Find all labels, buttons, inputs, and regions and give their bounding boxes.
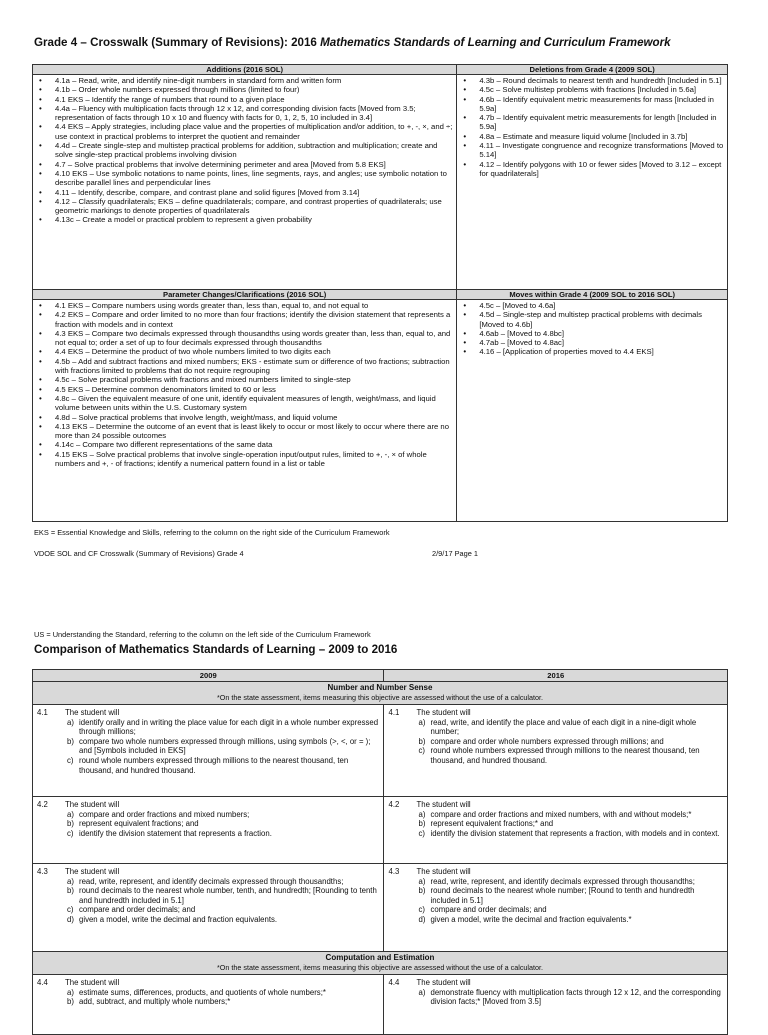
list-item: • 4.13 EKS – Determine the outcome of an event that is least likely to occur or most likely to occur where there are no more than 24 possible outcomes: [35, 422, 454, 441]
item-letter: d): [67, 914, 74, 924]
objective-number: 4.3: [388, 867, 400, 876]
parameters-cell: [33, 300, 457, 522]
objective-item: [416, 829, 723, 839]
objective-block: [384, 975, 727, 1011]
objective-number: 4.1: [388, 708, 400, 717]
col-header-2016: 2016: [384, 670, 728, 682]
list-item: • 4.12 – Identify polygons with 10 or fewer sides [Moved to 3.12 – except for quadrilaterals]: [459, 160, 725, 179]
bullet-list: [457, 75, 727, 180]
item-text: round decimals to the nearest whole number, tenth, and hundredth; [Rounding to tenth and hundredth included in 5.1]: [79, 886, 377, 905]
objective-list: [65, 877, 379, 925]
objective-item: [65, 997, 379, 1007]
item-letter: a): [67, 809, 74, 819]
item-letter: a): [418, 987, 426, 997]
objective-block: [384, 705, 727, 770]
item-letter: c): [67, 905, 74, 915]
eks-note: EKS = Essential Knowledge and Skills, referring to the column on the right side of the Curriculum Framework: [34, 528, 390, 537]
item-text: given a model, write the decimal and fraction equivalents.: [79, 914, 278, 924]
objective-item: [65, 915, 379, 925]
list-item: • 4.5b – Add and subtract fractions and mixed numbers; EKS - estimate sum or difference of two fractions; subtraction with fractions limited to problems that do not require regrouping: [35, 357, 454, 376]
item-letter: c): [67, 828, 74, 838]
objective-2009-4-3: [33, 864, 384, 952]
bullet-list: [33, 75, 456, 227]
item-text: round whole numbers expressed through millions to the nearest thousand, ten thousand, and hundred thousand.: [79, 755, 349, 775]
objective-block: [33, 975, 383, 1011]
item-text: identify orally and in writing the place value for each digit in a whole number expressed through millions;: [79, 717, 379, 737]
objective-list: [416, 877, 723, 925]
objective-block: [384, 797, 727, 842]
item-text: compare and order decimals; and: [79, 905, 196, 915]
item-letter: d): [418, 914, 426, 924]
objective-item: [65, 810, 379, 820]
item-letter: a): [418, 876, 426, 886]
item-text: represent equivalent fractions; and: [79, 819, 199, 829]
objective-item: [65, 829, 379, 839]
list-item: • 4.12 – Classify quadrilaterals; EKS – define quadrilaterals; compare, and contrast properties of quadrilaterals; use geometric markings to denote properties of quadrilaterals: [35, 197, 454, 216]
strand-note: *On the state assessment, items measuring this objective are assessed without the use of a calculator.: [217, 963, 543, 972]
item-text: estimate sums, differences, products, and quotients of whole numbers;*: [79, 987, 326, 997]
item-text: identify the division statement that represents a fraction, with models and in context.: [430, 828, 720, 838]
objective-2016-4-3: [384, 864, 728, 952]
item-letter: a): [67, 876, 74, 886]
objective-item: [416, 810, 723, 820]
comparison-title: Comparison of Mathematics Standards of Learning – 2009 to 2016: [34, 643, 398, 656]
list-item: • 4.1b – Order whole numbers expressed through millions (limited to four): [35, 85, 454, 94]
objective-block: [33, 705, 383, 779]
list-item: • 4.14c – Compare two different representations of the same data: [35, 440, 454, 449]
item-text: identify the division statement that represents a fraction.: [79, 828, 272, 838]
item-text: compare and order fractions and mixed numbers, with and without models;*: [430, 809, 692, 819]
list-item: • 4.8c – Given the equivalent measure of one unit, identify equivalent measures of length, weight/mass, and liquid volume between units within the U.S. Customary system: [35, 394, 454, 413]
item-letter: a): [418, 809, 426, 819]
objective-list: [416, 810, 723, 839]
objective-number: 4.3: [37, 867, 48, 876]
objective-item: [416, 737, 723, 747]
list-item: • 4.11 – Investigate congruence and recognize transformations [Moved to 5.14]: [459, 141, 725, 160]
list-item: • 4.2 EKS – Compare and order limited to no more than four fractions; identify the division statement that represents a fraction with models and in context: [35, 310, 454, 329]
objective-list: [65, 988, 379, 1007]
list-item: • 4.1 EKS – Compare numbers using words greater than, less than, equal to, and not equal to: [35, 301, 454, 310]
parameters-header: Parameter Changes/Clarifications (2016 SOL): [33, 290, 457, 300]
objective-2009-4-4: [33, 975, 384, 1035]
item-text: read, write, represent, and identify decimals expressed through thousandths;: [430, 876, 695, 886]
list-item: • 4.5 EKS – Determine common denominators limited to 60 or less: [35, 385, 454, 394]
objective-list: [416, 718, 723, 766]
objective-item: [65, 737, 379, 756]
item-text: demonstrate fluency with multiplication facts through 12 x 12, and the corresponding division facts;* [Moved from 3.5]: [430, 987, 721, 1007]
list-item: • 4.16 – [Application of properties moved to 4.4 EKS]: [459, 347, 725, 356]
objective-stem: The student will: [416, 978, 471, 987]
item-text: read, write, and identify the place and value of each digit in a nine-digit whole number;: [430, 717, 697, 737]
list-item: • 4.7 – Solve practical problems that involve determining perimeter and area [Moved from 5.8 EKS]: [35, 160, 454, 169]
objective-2016-4-4: [384, 975, 728, 1035]
objective-list: [65, 718, 379, 776]
objective-stem: The student will: [65, 867, 120, 876]
list-item: • 4.5c – [Moved to 4.6a]: [459, 301, 725, 310]
list-item: • 4.5d – Single-step and multistep practical problems with decimals [Moved to 4.6b]: [459, 310, 725, 329]
objective-2016-4-2: [384, 797, 728, 864]
us-note: US = Understanding the Standard, referring to the column on the left side of the Curriculum Framework: [34, 630, 371, 639]
list-item: • 4.3b – Round decimals to nearest tenth and hundredth [Included in 5.1]: [459, 76, 725, 85]
objective-item: [416, 886, 723, 905]
item-text: compare two whole numbers expressed through millions, using symbols (>, <, or = ); and [Symbols included in EKS]: [79, 736, 371, 756]
list-item: • 4.1 EKS – Identify the range of numbers that round to a given place: [35, 95, 454, 104]
objective-stem: The student will: [65, 708, 120, 717]
objective-block: [33, 864, 383, 929]
list-item: • 4.3 EKS – Compare two decimals expressed through thousandths using words greater than, less than, equal to, and not equal to; order a set of up to four decimals expressed through thousandths: [35, 329, 454, 348]
objective-item: [416, 915, 723, 925]
list-item: • 4.11 – Identify, describe, compare, and contrast plane and solid figures [Moved from 3.14]: [35, 188, 454, 197]
objective-item: [416, 877, 723, 887]
footer-left: VDOE SOL and CF Crosswalk (Summary of Revisions) Grade 4: [34, 549, 244, 558]
objective-2016-4-1: [384, 705, 728, 797]
objective-number: 4.4: [388, 978, 400, 987]
objective-stem: The student will: [416, 800, 471, 809]
deletions-header: Deletions from Grade 4 (2009 SOL): [457, 65, 728, 75]
objective-item: [65, 988, 379, 998]
objective-stem: The student will: [416, 708, 471, 717]
objective-2009-4-1: [33, 705, 384, 797]
list-item: • 4.5c – Solve multistep problems with fractions [Included in 5.6a]: [459, 85, 725, 94]
objective-list: [416, 988, 723, 1007]
objective-number: 4.2: [388, 800, 400, 809]
strand-number-sense: [33, 682, 728, 705]
col-header-2009: 2009: [33, 670, 384, 682]
strand-computation: [33, 952, 728, 975]
objective-item: [416, 819, 723, 829]
item-letter: b): [67, 997, 74, 1007]
objective-number: 4.1: [37, 708, 48, 717]
item-letter: b): [418, 736, 426, 746]
objective-item: [65, 718, 379, 737]
moves-cell: [457, 300, 728, 522]
crosswalk-table: [32, 64, 728, 522]
page-title: Grade 4 – Crosswalk (Summary of Revisions): 2016 Mathematics Standards of Learning and Curriculum Framework: [34, 36, 671, 49]
item-letter: c): [418, 828, 425, 838]
objective-item: [65, 819, 379, 829]
item-text: compare and order decimals; and: [430, 905, 547, 915]
objective-number: 4.2: [37, 800, 48, 809]
list-item: • 4.8a – Estimate and measure liquid volume [Included in 3.7b]: [459, 132, 725, 141]
item-text: given a model, write the decimal and fraction equivalents.*: [430, 914, 632, 924]
list-item: • 4.1a – Read, write, and identify nine-digit numbers in standard form and written form: [35, 76, 454, 85]
objective-item: [65, 756, 379, 775]
objective-item: [416, 718, 723, 737]
additions-header: Additions (2016 SOL): [33, 65, 457, 75]
list-item: • 4.7b – Identify equivalent metric measurements for length [Included in 5.9a]: [459, 113, 725, 132]
item-letter: b): [67, 886, 74, 896]
list-item: • 4.4 EKS – Apply strategies, including place value and the properties of multiplication and/or addition, to +, -, ×, and ÷; use context in practical problems to interpret the quotient and remainder: [35, 122, 454, 141]
list-item: • 4.15 EKS – Solve practical problems that involve single-operation input/output rules, limited to +, -, × of whole numbers and +, - of fractions; identify a numerical pattern found in a list or table: [35, 450, 454, 469]
item-letter: a): [67, 717, 74, 727]
objective-block: [33, 797, 383, 842]
item-text: add, subtract, and multiply whole numbers;*: [79, 997, 231, 1007]
item-letter: b): [67, 736, 74, 746]
item-letter: c): [418, 905, 425, 915]
item-letter: b): [418, 886, 426, 896]
list-item: • 4.7ab – [Moved to 4.8ac]: [459, 338, 725, 347]
list-item: • 4.4d – Create single-step and multistep practical problems for addition, subtraction and multiplication; create and solve single-step practical problems involving division: [35, 141, 454, 160]
strand-note: *On the state assessment, items measuring this objective are assessed without the use of a calculator.: [217, 693, 543, 702]
list-item: • 4.13c – Create a model or practical problem to represent a given probability: [35, 215, 454, 224]
objective-stem: The student will: [65, 800, 120, 809]
list-item: • 4.4a – Fluency with multiplication facts through 12 x 12, and corresponding division facts [Moved from 3.5; representation of facts through 10 x 10 and fluency with facts for 0, 1, 2, 5, 10 included in 3.4]: [35, 104, 454, 123]
item-text: compare and order fractions and mixed numbers;: [79, 809, 250, 819]
objective-stem: The student will: [65, 978, 120, 987]
objective-item: [416, 746, 723, 765]
list-item: • 4.6b – Identify equivalent metric measurements for mass [Included in 5.9a]: [459, 95, 725, 114]
comparison-table: [32, 669, 728, 1035]
list-item: • 4.8d – Solve practical problems that involve length, weight/mass, and liquid volume: [35, 413, 454, 422]
item-text: compare and order whole numbers expressed through millions; and: [430, 736, 664, 746]
item-letter: a): [67, 987, 74, 997]
item-letter: b): [418, 819, 426, 829]
list-item: • 4.10 EKS – Use symbolic notations to name points, lines, line segments, rays, and angles; use symbolic notation to describe parallel lines and perpendicular lines: [35, 169, 454, 188]
objective-item: [416, 988, 723, 1007]
objective-item: [416, 905, 723, 915]
objective-stem: The student will: [416, 867, 471, 876]
item-letter: c): [67, 755, 74, 765]
list-item: • 4.6ab – [Moved to 4.8bc]: [459, 329, 725, 338]
objective-number: 4.4: [37, 978, 48, 987]
objective-item: [65, 877, 379, 887]
item-text: round whole numbers expressed through millions to the nearest thousand, ten thousand, and hundred thousand.: [430, 746, 700, 765]
list-item: • 4.5c – Solve practical problems with fractions and mixed numbers limited to single-step: [35, 375, 454, 384]
item-letter: b): [67, 819, 74, 829]
objective-item: [65, 886, 379, 905]
bullet-list: [457, 300, 727, 359]
item-letter: c): [418, 746, 425, 756]
item-letter: a): [418, 717, 426, 727]
objective-2009-4-2: [33, 797, 384, 864]
item-text: represent equivalent fractions;* and: [430, 819, 554, 829]
objective-item: [65, 905, 379, 915]
strand-name: Number and Number Sense: [327, 683, 433, 692]
bullet-list: [33, 300, 456, 470]
moves-header: Moves within Grade 4 (2009 SOL to 2016 SOL): [457, 290, 728, 300]
objective-list: [65, 810, 379, 839]
deletions-cell: [457, 75, 728, 290]
strand-name: Computation and Estimation: [325, 953, 435, 962]
item-text: round decimals to the nearest whole number; [Round to tenth and hundredth included in 5.1]: [430, 886, 695, 905]
footer-page-number: 2/9/17 Page 1: [432, 549, 479, 558]
item-text: read, write, represent, and identify decimals expressed through thousandths;: [79, 876, 344, 886]
objective-block: [384, 864, 727, 929]
list-item: • 4.4 EKS – Determine the product of two whole numbers limited to two digits each: [35, 347, 454, 356]
additions-cell: [33, 75, 457, 290]
